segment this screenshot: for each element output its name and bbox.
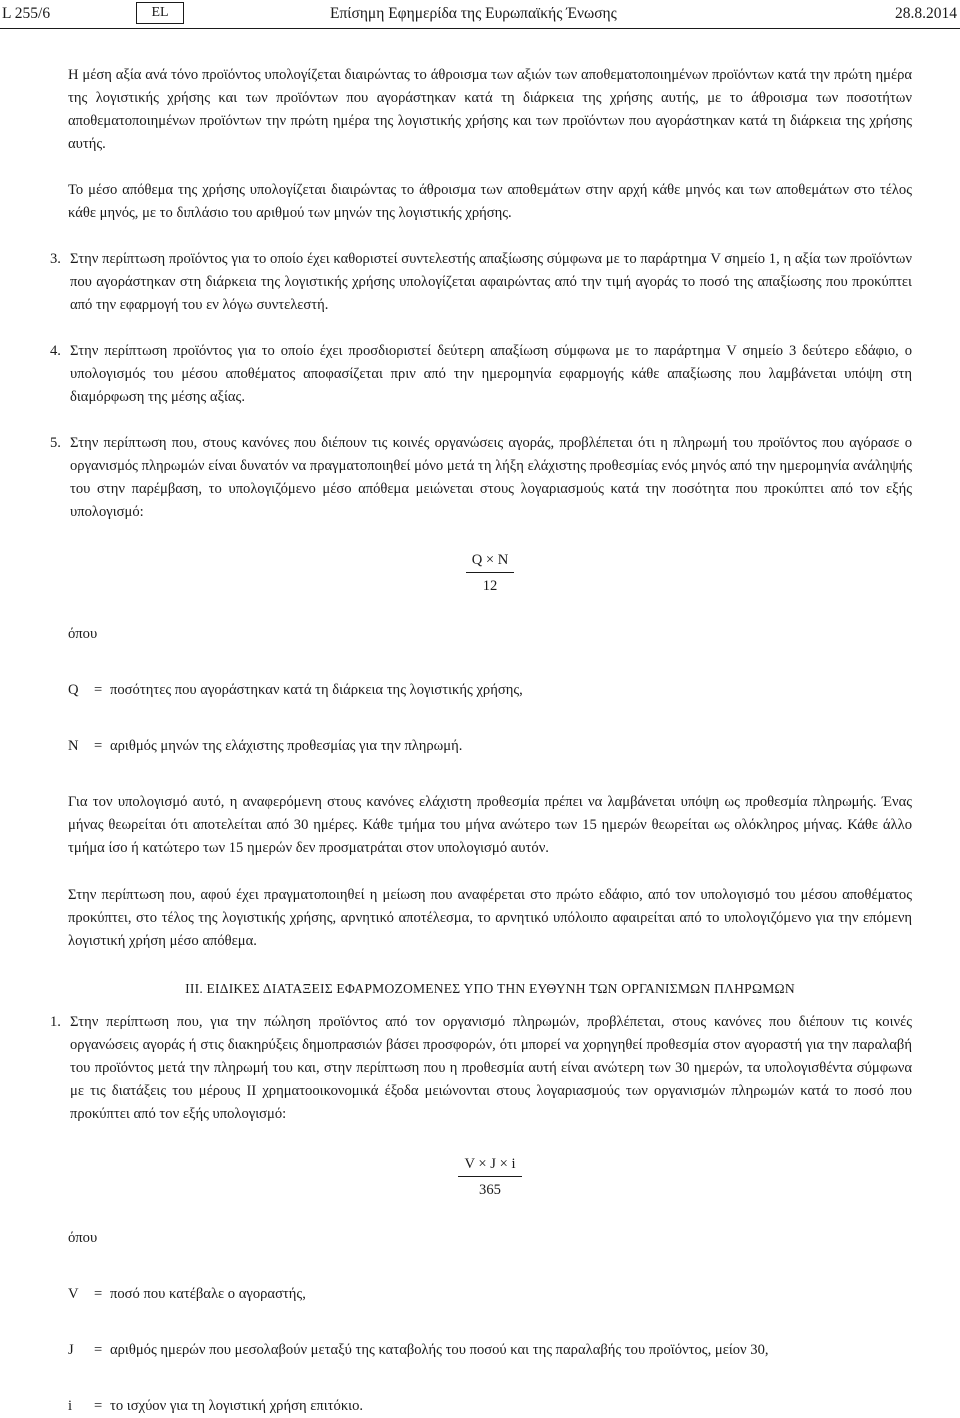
formula-numerator: V × J × i <box>458 1152 521 1177</box>
definition-text: αριθμός μηνών της ελάχιστης προθεσμίας για την πληρωμή. <box>110 738 463 754</box>
paragraph-negative-result: Στην περίπτωση που, αφού έχει πραγματοποιηθεί η μείωση που αναφέρεται στο πρώτο εδάφιο, από τον υπολογισμό του μέσου αποθέματος προκύπτει, στο τέλος της λογιστικής χρήσης, αρνητικό αποτέλεσμα, το αρνητικό υπόλοιπο αφαιρείται από το υπολογιζόμενο για την επόμενη λογιστική χρήση μέσο απόθεμα. <box>68 887 912 949</box>
header-rule <box>0 28 960 29</box>
where-label: όπου <box>68 626 98 642</box>
definition-symbol: J <box>68 1342 74 1358</box>
definition-v <box>68 1283 912 1306</box>
formula-denominator: 12 <box>482 578 498 594</box>
definition-text: ποσό που κατέβαλε ο αγοραστής, <box>110 1286 306 1302</box>
definition-symbol: i <box>68 1398 73 1414</box>
definition-equals: = <box>94 1286 103 1302</box>
formula-numerator: Q × N <box>466 548 515 573</box>
definition-text: το ισχύον για τη λογιστική χρήση επιτόκιο. <box>110 1398 364 1414</box>
publication-date: 28.8.2014 <box>895 5 957 22</box>
definition-equals: = <box>94 682 103 698</box>
section-heading: III. ΕΙΔΙΚΕΣ ΔΙΑΤΑΞΕΙΣ ΕΦΑΡΜΟΖΟΜΕΝΕΣ ΥΠΟ ΤΗΝ ΕΥΘΥΝΗ ΤΩΝ ΟΡΓΑΝΙΣΜΩΝ ΠΛΗΡΩΜΩΝ <box>185 981 795 996</box>
paragraph-number: 3. <box>50 251 61 267</box>
paragraph-number: 1. <box>50 1014 61 1030</box>
journal-title: Επίσημη Εφημερίδα της Ευρωπαϊκής Ένωσης <box>330 5 617 22</box>
formula-quantity-months <box>440 548 540 599</box>
definition-text: ποσότητες που αγοράστηκαν κατά τη διάρκεια της λογιστικής χρήσης, <box>110 682 523 698</box>
paragraph-4 <box>50 340 912 409</box>
definition-j <box>68 1339 912 1362</box>
paragraph-3 <box>50 248 912 317</box>
document-body <box>50 64 912 1418</box>
paragraph-sale-provision <box>50 1011 912 1126</box>
language-badge: EL <box>136 2 184 24</box>
paragraph-number: 5. <box>50 435 61 451</box>
definition-equals: = <box>94 738 103 754</box>
definition-symbol: Q <box>68 682 79 698</box>
page-number: L 255/6 <box>2 5 51 22</box>
paragraph-text: Στην περίπτωση προϊόντος για το οποίο έχει καθοριστεί συντελεστής απαξίωσης σύμφωνα με το παράρτημα V σημείο 1, η αξία των προϊόντων που αγοράστηκαν στη διάρκεια της λογιστικής χρήσης υπολογίζεται αφαιρώντας από την τιμή αγοράς το ποσό της απαξίωσης που προκύπτει από την εφαρμογή του εν λόγω συντελεστή. <box>70 251 912 313</box>
paragraph-calculation-note: Για τον υπολογισμό αυτό, η αναφερόμενη στους κανόνες ελάχιστη προθεσμία πρέπει να λαμβάνεται υπόψη ως προθεσμία πληρωμής. Ένας μήνας θεωρείται ότι αποτελείται από 30 ημέρες. Κάθε τμήμα του μήνα ανώτερο των 15 ημερών θεωρείται ως ολόκληρος μήνας. Κάθε άλλο τμήμα ίσο ή κατώτερο των 15 ημερών δεν προσματράται στον υπολογισμό αυτόν. <box>68 794 912 856</box>
paragraph-average-value: Η μέση αξία ανά τόνο προϊόντος υπολογίζεται διαιρώντας το άθροισμα των αξιών των αποθεματοποιημένων προϊόντων κατά την πρώτη ημέρα της λογιστικής χρήσης και των προϊόντων που αγοράστηκαν κατά τη διάρκεια της χρήσης αυτής, με το άθροισμα των ποσοτήτων αποθεματοποιημένων προϊόντων την πρώτη ημέρα της λογιστικής χρήσης και των προϊόντων που αγοράστηκαν κατά τη διάρκεια της χρήσης αυτής. <box>68 67 912 152</box>
definition-symbol: V <box>68 1286 79 1302</box>
definition-q <box>68 679 912 702</box>
definition-text: αριθμός ημερών που μεσολαβούν μεταξύ της καταβολής του ποσού και της παραλαβής του προϊόντος, μείον 30, <box>110 1342 769 1358</box>
definition-i <box>68 1395 912 1418</box>
where-label: όπου <box>68 1230 98 1246</box>
page-header <box>0 0 960 28</box>
paragraph-text: Στην περίπτωση που, στους κανόνες που διέπουν τις κοινές οργανώσεις αγοράς, προβλέπεται ότι η πληρωμή του προϊόντος που αγόρασε ο οργανισμός πληρωμών είναι δυνατόν να πραγματοποιηθεί μόνο μετά τη λήξη ελάχιστης προθεσμίας ενός μηνός από την ημερομηνία ανάληψής του στην παρέμβαση, το υπολογιζόμενο μέσο απόθεμα μειώνεται στους λογαριασμούς κατά την ποσότητα που προκύπτει από τον εξής υπολογισμό: <box>70 435 912 520</box>
paragraph-text: Στην περίπτωση που, για την πώληση προϊόντος από τον οργανισμό πληρωμών, προβλέπεται, στους κανόνες που διέπουν τις κοινές οργανώσεις αγοράς ή στις διακηρύξεις δημοπρασιών βάσει προσφορών, ότι μπορεί να χορηγηθεί προθεσμία στον αγοραστή για την παραλαβή του προϊόντος μετά την πληρωμή του και, στην περίπτωση που η προθεσμία αυτή είναι ανώτερη των 30 ημερών, τα υπολογισθέντα σύμφωνα με τις διατάξεις του μέρους II χρηματοοικονομικά έξοδα μειώνονται στους λογαριασμούς των οργανισμών πληρωμών κατά το ποσό που προκύπτει από τον εξής υπολογισμό: <box>70 1014 912 1122</box>
definition-n <box>68 735 912 758</box>
paragraph-number: 4. <box>50 343 61 359</box>
paragraph-text: Στην περίπτωση προϊόντος για το οποίο έχει προσδιοριστεί δεύτερη απαξίωση σύμφωνα με το παράρτημα V σημείο 3 δεύτερο εδάφιο, ο υπολογισμός του μέσου αποθέματος αποφασίζεται πριν από την ημερομηνία εφαρμογής κάθε απαξίωσης που λαμβάνεται υπόψη στη διαμόρφωση της μέσης αξίας. <box>70 343 912 405</box>
definition-equals: = <box>94 1342 103 1358</box>
paragraph-average-stock: Το μέσο απόθεμα της χρήσης υπολογίζεται διαιρώντας το άθροισμα των αποθεμάτων στην αρχή κάθε μηνός και των αποθεμάτων στο τέλος κάθε μηνός, με το διπλάσιο του αριθμού των μηνών της λογιστικής χρήσης. <box>68 182 912 221</box>
definition-equals: = <box>94 1398 103 1414</box>
paragraph-5 <box>50 432 912 524</box>
formula-denominator: 365 <box>479 1182 501 1198</box>
definition-symbol: N <box>68 738 79 754</box>
formula-interest <box>440 1152 540 1203</box>
